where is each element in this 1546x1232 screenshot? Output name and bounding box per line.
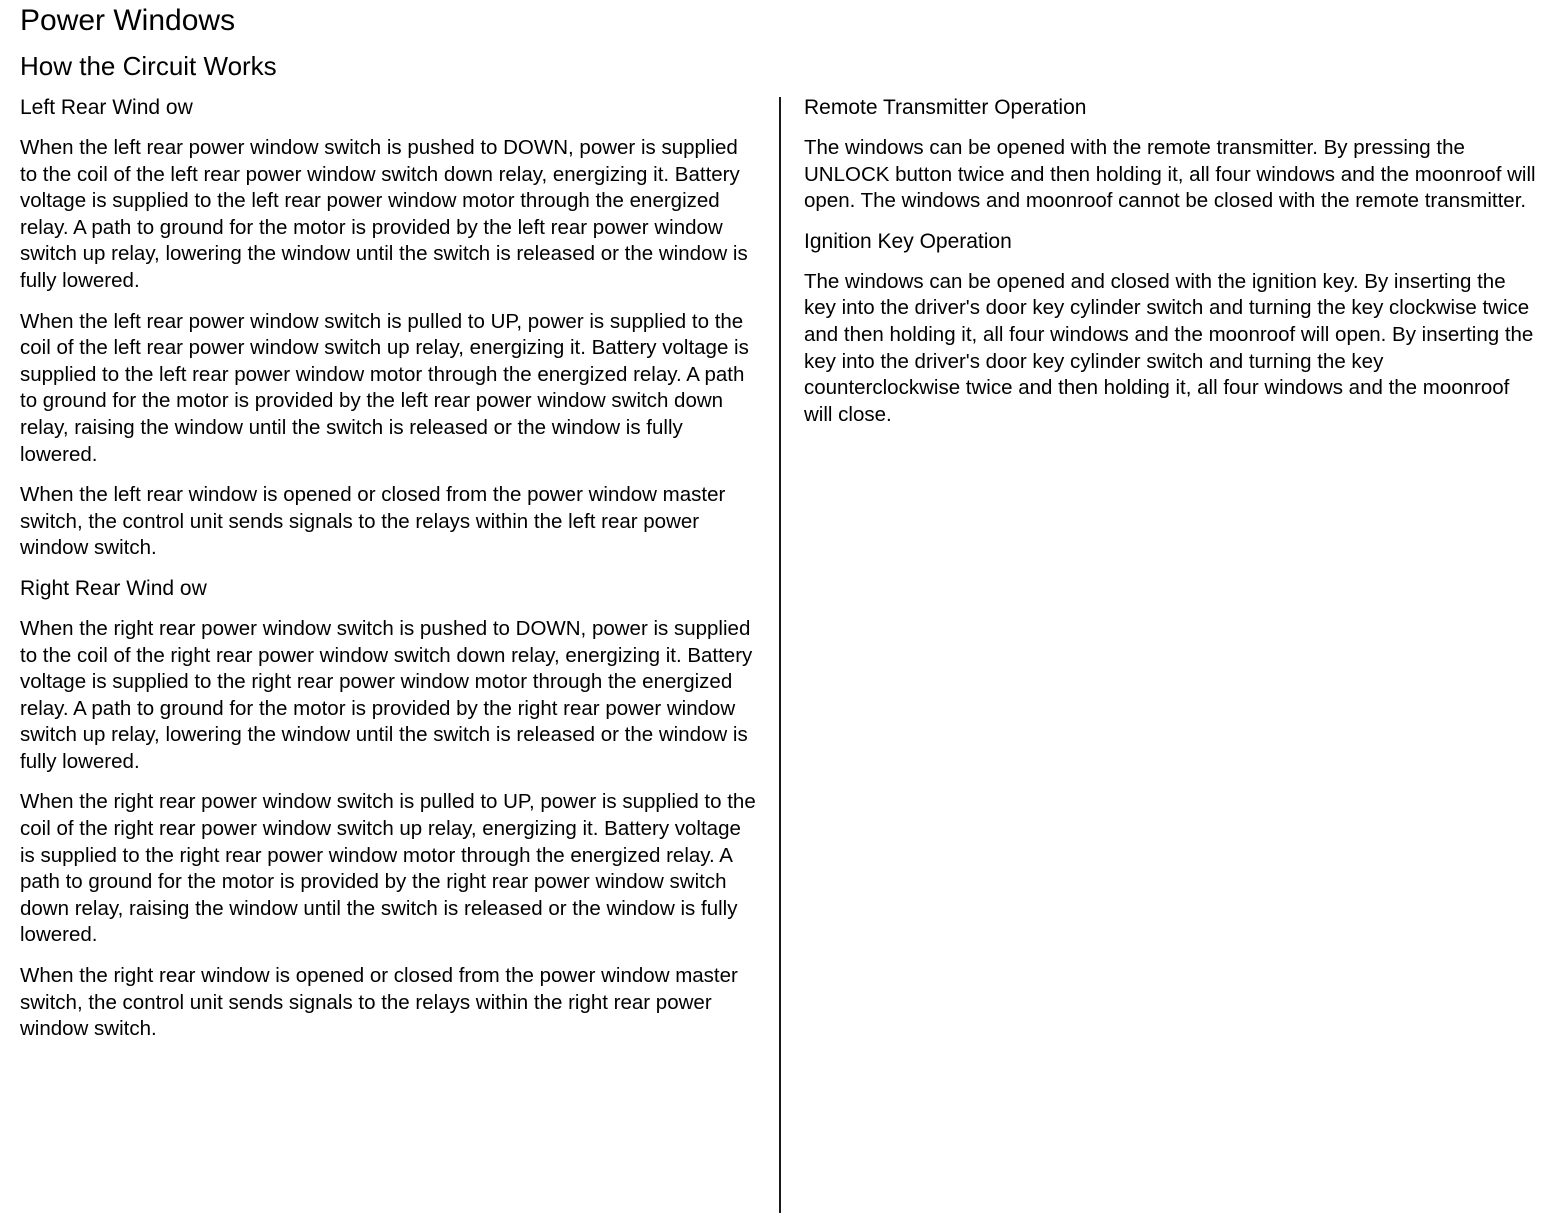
- page-subtitle: How the Circuit Works: [20, 51, 277, 81]
- paragraph: The windows can be opened and closed with the ignition key. By inserting the key into the driver's door key cylinder switch and turning the key clockwise twice and then holding it, all four windows and the moonroof will open. By inserting the key into the driver's door key cylinder switch and turning the key counterclockwise twice and then holding it, all four windows and the moonroof will close.: [804, 269, 1534, 426]
- section-ignition-key-operation: [804, 229, 1536, 429]
- column-divider: [779, 97, 781, 1213]
- left-column: [20, 95, 758, 1057]
- section-heading: Ignition Key Operation: [804, 229, 1012, 253]
- paragraph: The windows can be opened with the remote transmitter. By pressing the UNLOCK button twice and then holding it, all four windows and the moonroof will open. The windows and moonroof cannot be closed with the remote transmitter.: [804, 136, 1536, 213]
- page-title: Power Windows: [20, 4, 236, 37]
- section-heading: Left Rear Wind ow: [20, 96, 193, 119]
- right-column: [804, 95, 1536, 442]
- section-heading: Right Rear Wind ow: [20, 576, 207, 600]
- paragraph: When the left rear power window switch is pulled to UP, power is supplied to the coil of the left rear power window switch up relay, energizing it. Battery voltage is supplied to the left rear power window motor through the energized relay. A path to ground for the motor is provided by the left rear power window switch down relay, raising the window until the switch is released or the window is fully lowered.: [20, 309, 749, 466]
- section-heading: Remote Transmitter Operation: [804, 96, 1087, 119]
- paragraph: When the right rear power window switch is pushed to DOWN, power is supplied to the coil of the right rear power window switch down relay, energizing it. Battery voltage is supplied to the right rear power window motor through the energized relay. A path to ground for the motor is provided by the right rear power window switch up relay, lowering the window until the switch is released or the window is fully lowered.: [20, 616, 753, 773]
- paragraph: When the right rear window is opened or closed from the power window master switch, the control unit sends signals to the relays within the right rear power window switch.: [20, 964, 738, 1041]
- paragraph: When the left rear window is opened or closed from the power window master switch, the control unit sends signals to the relays within the left rear power window switch.: [20, 483, 726, 560]
- section-right-rear-window: [20, 576, 758, 1043]
- section-left-rear-window: [20, 95, 758, 562]
- section-remote-transmitter-operation: [804, 95, 1536, 215]
- paragraph: When the left rear power window switch is pushed to DOWN, power is supplied to the coil of the left rear power window switch down relay, energizing it. Battery voltage is supplied to the left rear power window motor through the energized relay. A path to ground for the motor is provided by the left rear power window switch up relay, lowering the window until the switch is released or the window is fully lowered.: [20, 136, 748, 292]
- paragraph: When the right rear power window switch is pulled to UP, power is supplied to the coil of the right rear power window switch up relay, energizing it. Battery voltage is supplied to the right rear power window motor through the energized relay. A path to ground for the motor is provided by the right rear power window switch down relay, raising the window until the switch is released or the window is fully lowered.: [20, 790, 756, 947]
